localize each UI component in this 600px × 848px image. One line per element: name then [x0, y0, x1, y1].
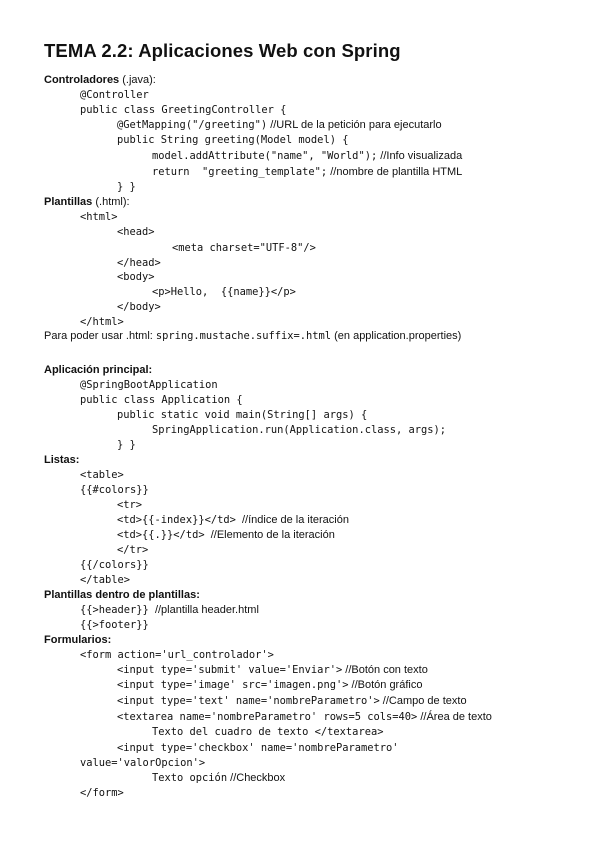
code-comment: //Botón con texto: [342, 664, 428, 676]
code-comment: //plantilla header.html: [148, 604, 259, 616]
code-line: } }: [117, 181, 136, 193]
section-controladores: [44, 73, 156, 88]
code-line: {{/colors}}: [80, 559, 149, 571]
code-line: <meta charset="UTF-8"/>: [172, 242, 316, 254]
code-line: SpringApplication.run(Application.class, args);: [152, 424, 447, 436]
code-line: </table>: [80, 574, 131, 586]
code-text: @GetMapping("/greeting"): [117, 119, 268, 131]
code-text: <td>{{.}}</td>: [117, 529, 205, 541]
usage-code: spring.mustache.suffix=.html: [155, 330, 332, 342]
page-title: TEMA 2.2: Aplicaciones Web con Spring: [44, 40, 401, 61]
code-line: [152, 149, 462, 164]
code-comment: //Elemento de la iteración: [204, 529, 335, 541]
usage-suffix: (en application.properties): [331, 330, 462, 342]
code-comment: //Info visualizada: [377, 150, 463, 162]
code-comment: //índice de la iteración: [235, 514, 349, 526]
code-line: value='valorOpcion'>: [80, 757, 206, 769]
code-line: [80, 603, 259, 618]
code-text: <input type='submit' value='Enviar'>: [117, 664, 343, 676]
code-line: } }: [117, 439, 136, 451]
code-comment: //Botón gráfico: [348, 679, 423, 691]
code-text: <input type='text' name='nombreParametro'>: [117, 695, 380, 707]
section-heading: Plantillas: [44, 196, 93, 208]
code-comment: //Área de texto: [417, 711, 492, 723]
code-line: @Controller: [80, 89, 149, 101]
code-line: {{>footer}}: [80, 619, 149, 631]
code-line: <p>Hello, {{name}}</p>: [152, 286, 296, 298]
section-heading-aplicacion: Aplicación principal:: [44, 364, 153, 376]
code-text: {{>header}}: [80, 604, 149, 616]
code-line: <tr>: [117, 499, 143, 511]
code-line: [117, 528, 335, 543]
code-line: Texto del cuadro de texto </textarea>: [152, 726, 384, 738]
section-heading-suffix: (.java):: [119, 74, 156, 86]
code-line: <form action='url_controlador'>: [80, 649, 274, 661]
code-text: <textarea name='nombreParametro' rows=5 cols=40>: [117, 711, 418, 723]
code-line: <table>: [80, 469, 124, 481]
code-line: [117, 513, 349, 528]
code-comment: //nombre de plantilla HTML: [327, 166, 463, 178]
code-line: </form>: [80, 787, 124, 799]
code-text: return "greeting_template";: [152, 166, 328, 178]
code-line: @SpringBootApplication: [80, 379, 218, 391]
code-line: public static void main(String[] args) {: [117, 409, 368, 421]
section-heading: Controladores: [44, 74, 120, 86]
usage-note: [44, 329, 461, 344]
code-line: {{#colors}}: [80, 484, 149, 496]
code-comment: //URL de la petición para ejecutarlo: [267, 119, 442, 131]
code-line: </tr>: [117, 544, 149, 556]
code-line: <html>: [80, 211, 118, 223]
code-line: [117, 694, 467, 709]
code-text: model.addAttribute("name", "World");: [152, 150, 378, 162]
code-line: <body>: [117, 271, 155, 283]
code-comment: //Campo de texto: [379, 695, 467, 707]
code-text: <td>{{-index}}</td>: [117, 514, 236, 526]
code-comment: //Checkbox: [227, 772, 286, 784]
code-line: [152, 165, 462, 180]
code-line: <input type='checkbox' name='nombreParametro': [117, 742, 399, 754]
code-line: </html>: [80, 316, 124, 328]
code-line: [117, 710, 492, 725]
code-line: public class Application {: [80, 394, 243, 406]
code-text: <input type='image' src='imagen.png'>: [117, 679, 349, 691]
code-text: Texto opción: [152, 772, 228, 784]
section-heading-dentro: Plantillas dentro de plantillas:: [44, 589, 200, 601]
code-line: <head>: [117, 226, 155, 238]
usage-prefix: Para poder usar .html:: [44, 330, 156, 342]
code-line: </head>: [117, 257, 161, 269]
section-plantillas: [44, 195, 130, 210]
code-line: public class GreetingController {: [80, 104, 287, 116]
code-line: [152, 771, 285, 786]
code-line: </body>: [117, 301, 161, 313]
section-heading-suffix: (.html):: [92, 196, 130, 208]
code-line: [117, 663, 428, 678]
section-heading-listas: Listas:: [44, 454, 80, 466]
code-line: [117, 118, 442, 133]
section-heading-formularios: Formularios:: [44, 634, 112, 646]
code-line: [117, 678, 422, 693]
code-line: public String greeting(Model model) {: [117, 134, 349, 146]
